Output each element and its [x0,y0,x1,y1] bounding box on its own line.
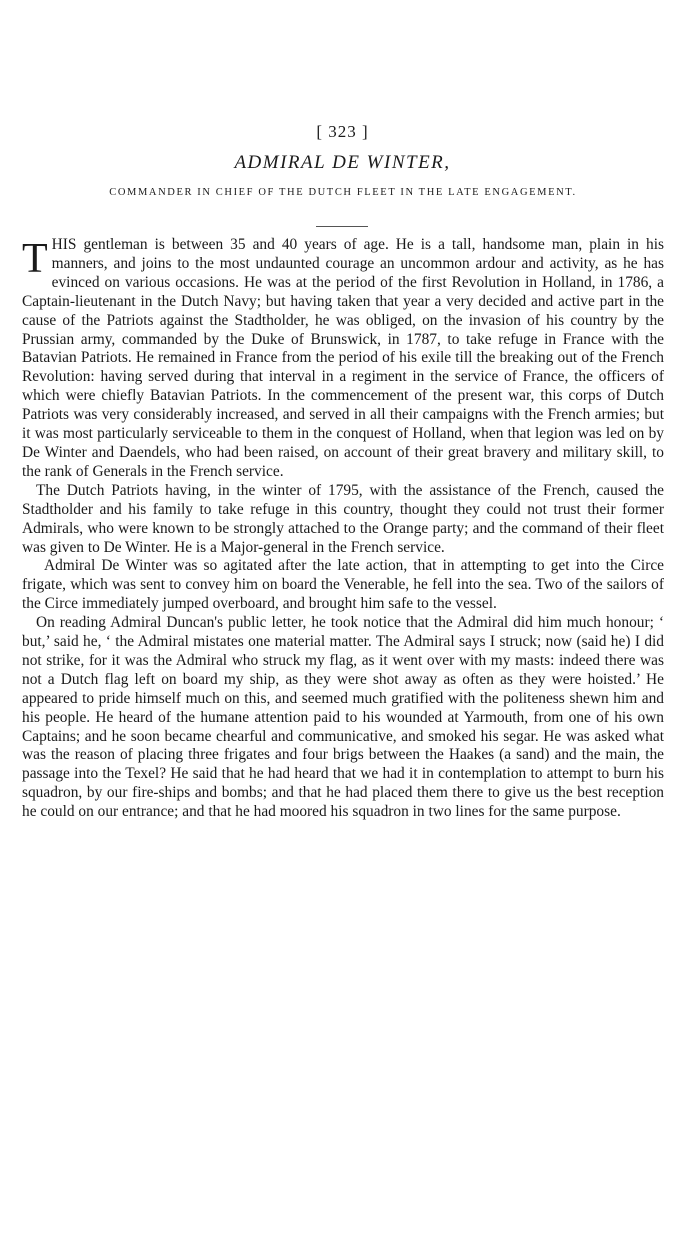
article-subtitle: COMMANDER IN CHIEF OF THE DUTCH FLEET IN THE LATE ENGAGEMENT. [109,187,577,198]
article-body [22,236,664,822]
paragraph-3: Admiral De Winter was so agitated after the late action, that in attempting to get into the Circe frigate, which was sent to convey him on board the Venerable, he fell into the sea. Two of the sailors of the Circe immediately jumped overboard, and brought him safe to the vessel. [22,557,664,613]
article-title: ADMIRAL DE WINTER, [234,152,451,173]
paragraph-1-text: HIS gentleman is between 35 and 40 years of age. He is a tall, handsome man, plain in his manners, and joins to the most undaunted courage an uncommon ardour and activity, as he has evinced on various occasions. He was at the period of the first Revolution in Holland, in 1786, a Captain-lieutenant in the Dutch Navy; but having taken that year a very decided and active part in the cause of the Patriots against the Stadtholder, he was obliged, on the invasion of his country by the Prussian army, commanded by the Duke of Brunswick, in 1787, to take refuge in France with the Batavian Patriots. He remained in France from the period of his exile till the breaking out of the French Revolution: having served during that interval in a regiment in the service of France, the officers of which were chiefly Batavian Patriots. In the commencement of the present war, this corps of Dutch Patriots was very considerably increased, and served in all their campaigns with the French armies; but it was most particularly serviceable to them in the conquest of Holland, when that legion was led on by De Winter and Daendels, who had been raised, on account of their great bravery and military skill, to the rank of Generals in the French service. [22,236,664,480]
paragraph-4: On reading Admiral Duncan's public letter, he took notice that the Admiral did him much honour; ‘ but,’ said he, ‘ the Admiral mistates one material matter. The Admiral says I struck; now (said he) I did not strike, for it was the Admiral who struck my flag, as it went over with my masts: indeed there was not a Dutch flag left on board my ship, as they were shot away as often as they were hoisted.’ He appeared to pride himself much on this, and seemed much gratified with the politeness shewn him and his people. He heard of the humane attention paid to his wounded at Yarmouth, from one of his own Captains; and he soon became chearful and communicative, and smoked his segar. He was asked what was the reason of placing three frigates and four brigs between the Haakes (a sand) and the main, the passage into the Texel? He said that he had heard that we had it in contemplation to attempt to burn his squadron, by our fire-ships and bombs; and that he had placed them there to give us the best reception he could on our entrance; and that he had moored his squadron in two lines for the same purpose. [22,614,664,821]
title-rule [316,226,368,227]
page-number: [ 323 ] [316,122,369,141]
paragraph-2: The Dutch Patriots having, in the winter of 1795, with the assistance of the French, caused the Stadtholder and his family to take refuge in this country, thought they could not trust their former Admirals, who were known to be strongly attached to the Orange party; and the command of their fleet was given to De Winter. He is a Major-general in the French service. [22,481,664,556]
drop-cap: T [22,236,48,282]
paragraph-1 [22,236,664,482]
